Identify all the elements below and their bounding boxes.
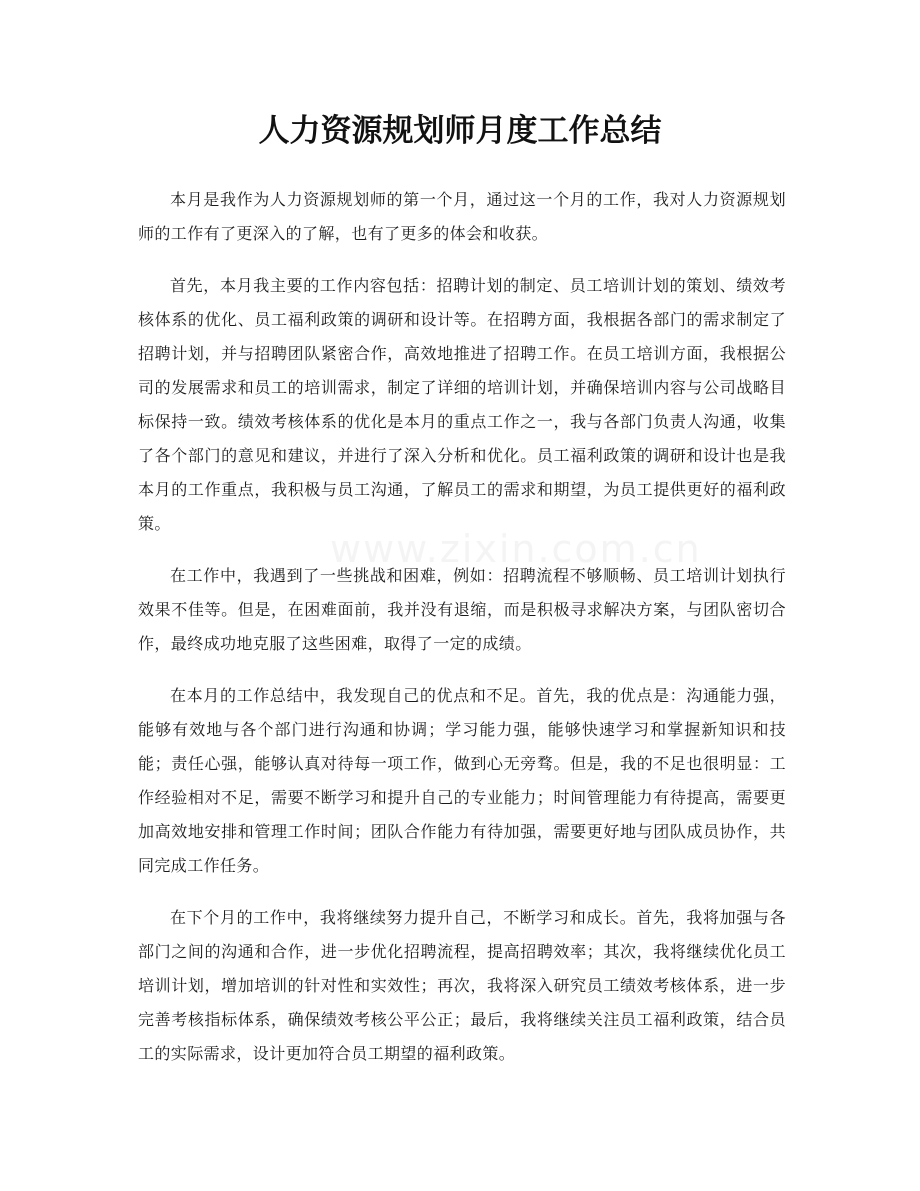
document-title: 人力资源规划师月度工作总结 — [258, 113, 662, 149]
paragraph-next-month-plan: 在下个月的工作中，我将继续努力提升自己，不断学习和成长。首先，我将加强与各部门之间的沟通和合作，进一步优化招聘流程，提高招聘效率；其次，我将继续优化员工培训计划，增加培训的针对性和实效性；再次，我将深入研究员工绩效考核体系，进一步完善考核指标体系，确保绩效考核公平公正；最后，我将继续关注员工福利政策，结合员工的实际需求，设计更加符合员工期望的福利政策。 — [138, 908, 786, 1063]
paragraph-intro: 本月是我作为人力资源规划师的第一个月，通过这一个月的工作，我对人力资源规划师的工作有了更深入的了解，也有了更多的体会和收获。 — [138, 190, 786, 243]
paragraph-work-content: 首先，本月我主要的工作内容包括：招聘计划的制定、员工培训计划的策划、绩效考核体系的优化、员工福利政策的调研和设计等。在招聘方面，我根据各部门的需求制定了招聘计划，并与招聘团队紧密合作，高效地推进了招聘工作。在员工培训方面，我根据公司的发展需求和员工的培训需求，制定了详细的培训计划，并确保培训内容与公司战略目标保持一致。绩效考核体系的优化是本月的重点工作之一，我与各部门负责人沟通，收集了各个部门的意见和建议，并进行了深入分析和优化。员工福利政策的调研和设计也是我本月的工作重点，我积极与员工沟通，了解员工的需求和期望，为员工提供更好的福利政策。 — [138, 276, 786, 533]
paragraph-strengths-weaknesses: 在本月的工作总结中，我发现自己的优点和不足。首先，我的优点是：沟通能力强，能够有效地与各个部门进行沟通和协调；学习能力强，能够快速学习和掌握新知识和技能；责任心强，能够认真对待每一项工作，做到心无旁骛。但是，我的不足也很明显：工作经验相对不足，需要不断学习和提升自己的专业能力；时间管理能力有待提高，需要更加高效地安排和管理工作时间；团队合作能力有待加强，需要更好地与团队成员协作，共同完成工作任务。 — [138, 686, 786, 875]
watermark-text: www.zixin.com.cn — [330, 527, 702, 571]
document-body — [138, 183, 786, 1089]
paragraph-challenges: 在工作中，我遇到了一些挑战和困难，例如：招聘流程不够顺畅、员工培训计划执行效果不佳等。但是，在困难面前，我并没有退缩，而是积极寻求解决方案，与团队密切合作，最终成功地克服了这些困难，取得了一定的成绩。 — [138, 566, 786, 653]
